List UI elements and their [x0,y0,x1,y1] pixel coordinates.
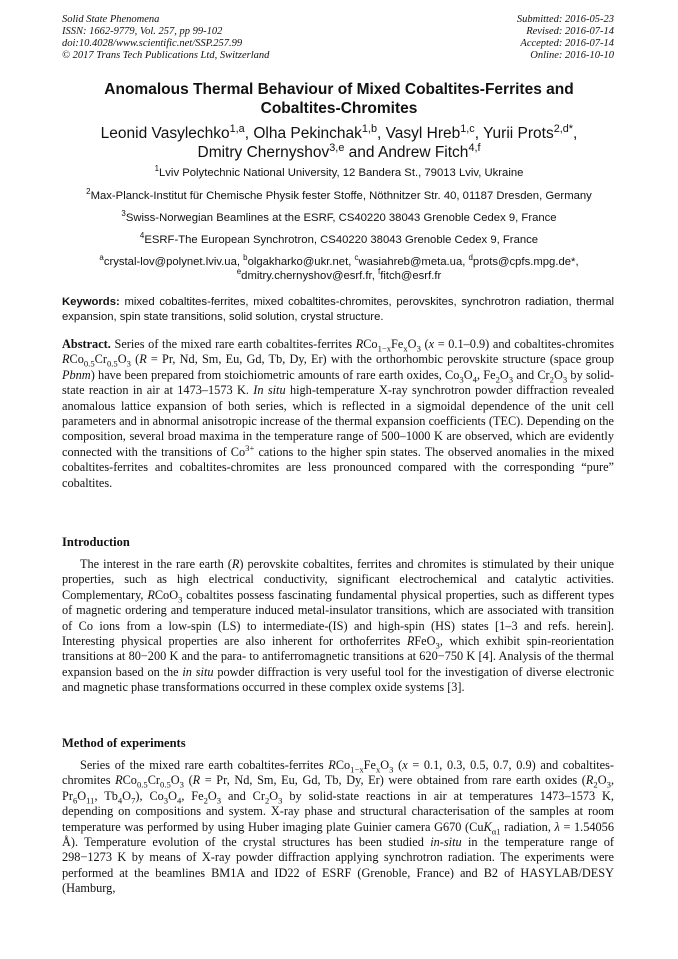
submitted-date: Submitted: 2016-05-23 [516,14,614,25]
formula-subscript: 3 [216,795,222,806]
formula-symbol: λ [554,819,560,834]
formula-subscript: 2 [264,795,270,806]
abstract-label: Abstract. [62,337,111,351]
email-address: dmitry.chernyshov@esrf.fr, [241,270,378,282]
formula-symbol: R [585,773,594,788]
copyright-line: © 2017 Trans Tech Publications Ltd, Switzerland [62,50,270,61]
email-address: olgakharko@ukr.net, [247,256,355,268]
affiliation-1 [30,166,648,180]
formula-subscript: 3 [126,358,131,369]
author-name: and Andrew Fitch [344,144,469,161]
author-name: , Yurii Prots [474,125,554,142]
formula-subscript: 4 [472,374,477,385]
keywords-label: Keywords: [62,296,120,308]
text-run: O [553,367,563,382]
revised-date: Revised: 2016-07-14 [526,26,614,37]
paper-title [40,80,638,118]
text-run: in the temperature range of 298−1273 K by means of X-ray powder diffraction applying synchrotron radiation. The experiments were performed at the beamlines BM1A and ID22 of ESRF (Grenoble, France) and B2 of HASYLAB/DESY (Hamburg, [62,835,614,896]
formula-subscript: x [375,764,381,775]
text-run: O [269,788,279,803]
text-run: = 0.1–0.9) and cobaltites-chromites [434,337,614,351]
formula-symbol: K [483,819,492,834]
email-mark: e [236,267,242,277]
email-line-2 [30,269,648,283]
method-heading: Method of experiments [62,736,186,750]
text-run: , Fe [476,367,496,382]
formula-subscript: 3 [178,594,183,605]
author-affiliation-mark: 1,b [361,122,377,135]
text-run: high-temperature X-ray synchrotron powder diffraction revealed anomalous lattice expansion of both series, which is reflected in a sigmoidal dependence of the unit cell parameters and in abnormal anisotropic increase of the thermal expansion coefficients (TEC). Depending on the composition, several broad maxima in the temperature range of 500–1000 K are observed, which are evidently connected with the transitions of Co [62,383,614,459]
formula-subscript: 0.5 [106,358,118,369]
text-run: ) perovskite cobaltites, ferrites and chromites is stimulated by their unique properties, such as high electrical conductivity, significant electrochemical and catalytic activities. Complementary, [62,557,614,602]
text-run: ( [393,758,403,772]
text-run: = Pr, Nd, Sm, Eu, Gd, Tb, Dy, Er) with the orthorhombic perovskite structure (space group [146,352,615,367]
issn-line: ISSN: 1662-9779, Vol. 257, pp 99-102 [62,26,223,37]
text-run: and Cr [513,367,550,382]
introduction-heading: Introduction [62,535,130,549]
text-run: ( [420,337,429,351]
formula-subscript: 4 [117,795,123,806]
formula-subscript: 3 [606,779,611,790]
formula-symbol: x [402,758,408,772]
emphasis: in-situ [430,835,462,850]
formula-subscript: x [403,343,408,354]
emphasis: in situ [182,664,214,679]
author-affiliation-mark: 1,c [460,122,475,135]
text-run: FeO [414,634,436,649]
formula-subscript: 2 [495,374,500,385]
text-run: Co [335,758,351,772]
formula-symbol: R [231,557,240,571]
text-run: Fe [363,758,376,772]
formula-subscript: 2 [203,795,208,806]
formula-subscript: 3 [179,779,184,790]
method-paragraph [62,758,614,897]
journal-info [62,14,269,62]
affiliation-number: 4 [139,231,145,241]
authors-line-2 [40,143,638,162]
text-run: , which exhibit spin-reorientation transitions at 80−200 K and the para- to antiferromagnetic transitions at 620−750 K [4]. Analysis of the thermal expansion based on the [62,634,614,679]
author-list [40,124,638,162]
formula-subscript: 3 [163,795,169,806]
formula-subscript: 11 [86,795,95,806]
online-date: Online: 2016-10-10 [530,50,614,61]
text-run: by solid-state reactions in air at temperatures 1473–1573 K, depending on compositions and system. X-ray phase and structural characterisation of the samples at room temperature was performed by using Huber imaging plate Guinier camera G670 (Cu [62,788,615,834]
formula-subscript: 0.5 [160,779,171,790]
email-mark: c [354,253,359,263]
text-run: O [168,788,177,803]
space-group: Pbnm [62,367,91,382]
journal-name: Solid State Phenomena [62,14,160,25]
text-run: radiation, [500,819,555,834]
text-run: , Tb [94,788,118,803]
email-address: fitch@esrf.fr [380,270,442,282]
author-affiliation-mark: 1,a [229,122,245,135]
author-name: , Olha Pekinchak [244,125,362,142]
formula-subscript: 6 [72,795,78,806]
email-mark: f [377,267,381,277]
text-run: by solid-state reaction in air at 1473–1573 K. [62,367,614,398]
text-run: O [170,773,180,788]
formula-subscript: α1 [491,826,501,837]
text-run: Co [69,352,84,367]
text-run: O [77,788,87,803]
text-run: CoO [154,587,179,602]
abstract [62,337,614,491]
affiliation-number: 2 [86,187,91,197]
authors-line-1 [40,124,638,143]
affiliation-number: 3 [121,209,126,219]
text-run: powder diffraction is very useful tool for the investigation of diverse electronic and magnetic phase transformations occurred in these complex oxide systems [3]. [62,664,614,695]
formula-symbol: R [62,352,70,367]
author-affiliation-mark: 2,d* [553,122,573,135]
formula-symbol: R [147,587,155,602]
text-run: The interest in the rare earth ( [80,557,232,571]
text-run: cobaltites possess fascinating fundamental physical properties, such as different types of magnetic ordering and temperature induced metal-insulator transitions, which are associated with transition of Co ions from a low-spin (LS) to intermediate-(IS) and high-spin (HS) states [1–3 and refs. herein]. Interesting physical properties are also inherent for orthoferrites [62,587,615,649]
formula-subscript: 3 [435,640,440,651]
formula-subscript: 3 [389,764,394,775]
text-run: = Pr, Nd, Sm, Eu, Gd, Tb, Dy, Er) were obtained from rare earth oxides ( [200,773,586,788]
author-name: Dmitry Chernyshov [197,144,330,161]
author-affiliation-mark: 4,f [468,141,481,154]
text-run: ( [130,352,140,367]
formula-symbol: R [115,773,123,788]
text-run: Cr [147,773,161,788]
text-run: Co [363,337,378,351]
formula-subscript: 7 [131,795,136,806]
keywords-text: mixed cobaltites-ferrites, mixed cobaltites-chromites, perovskites, synchrotron radiation, thermal expansion, spin state transitions, solid solution, crystal structure. [62,296,614,323]
formula-subscript: 3 [459,374,464,385]
text-run: ( [183,773,193,788]
text-run: O [463,367,473,382]
formula-symbol: x [428,337,435,351]
text-run: Series of the mixed rare earth cobaltites-ferrites [80,758,329,772]
email-mark: b [243,253,248,263]
email-address: wasiahreb@meta.ua, [358,256,469,268]
title-line-2: Cobaltites-Chromites [260,100,418,117]
formula-symbol: R [192,773,201,788]
email-mark: a [99,253,104,263]
email-mark: d [468,253,473,263]
text-run: ) have been prepared from stoichiometric amounts of rare earth oxides, Co [90,367,460,382]
publication-dates [517,14,614,62]
formula-symbol: R [139,352,147,367]
affiliation-text: Swiss-Norwegian Beamlines at the ESRF, CS40220 38043 Grenoble Cedex 9, France [125,212,557,224]
formula-subscript: 3 [562,374,568,385]
formula-symbol: R [328,758,336,772]
emphasis: In situ [253,383,286,398]
formula-subscript: 4 [177,795,182,806]
formula-symbol: R [406,634,415,649]
formula-symbol: R [355,337,364,351]
affiliation-text: Lviv Polytechnic National University, 12 Bandera St., 79013 Lviv, Ukraine [159,167,524,179]
doi-line: doi:10.4028/www.scientific.net/SSP.257.99 [62,38,243,49]
text-run: O [407,337,417,351]
text-run: O [122,788,132,803]
affiliation-3 [30,211,648,225]
text-run: , Pr [62,773,615,803]
text-run: Series of the mixed rare earth cobaltites-ferrites [110,337,356,351]
email-address: crystal-lov@polynet.lviv.ua, [103,256,244,268]
affiliation-2 [30,189,648,203]
email-line-1 [30,255,648,269]
accepted-date: Accepted: 2016-07-14 [520,38,614,49]
text-run: O [207,788,217,803]
author-name: , Vasyl Hreb [376,125,461,142]
affiliation-4 [30,233,648,247]
keywords [62,295,614,324]
text-run: Cr [94,352,107,367]
text-run: cations to the higher spin states. The observed anomalies in the mixed cobaltites-ferrites and cobaltites-chromites are less pronounced compared with the corresponding “pure” cobaltites. [62,444,614,490]
text-run: O [597,773,607,788]
formula-subscript: 2 [593,779,598,790]
formula-subscript: 2 [549,374,554,385]
formula-subscript: 3 [278,795,283,806]
affiliation-number: 1 [154,164,159,174]
formula-subscript: 0.5 [136,779,148,790]
text-run: = 0.1, 0.3, 0.5, 0.7, 0.9) and cobaltites-chromites [62,758,615,788]
text-run: = 1.54056 Å). Temperature evolution of the crystal structures has been studied [62,819,614,850]
affiliation-text: Max-Planck-Institut für Chemische Physik fester Stoffe, Nöthnitzer Str. 40, 01187 Dresden, Germany [90,190,592,202]
formula-subscript: 1−x [350,764,364,775]
formula-subscript: 3 [508,374,514,385]
introduction-paragraph [62,557,614,696]
formula-subscript: 3 [416,343,421,354]
title-line-1: Anomalous Thermal Behaviour of Mixed Cobaltites-Ferrites and [104,81,574,98]
author-affiliation-mark: 3,e [329,141,345,154]
author-name: Leonid Vasylechko [100,125,230,142]
text-run: , Fe [181,788,204,803]
text-run: O [499,367,509,382]
email-address: prots@cpfs.mpg.de*, [472,256,579,268]
formula-subscript: 0.5 [83,358,95,369]
formula-subscript: 1−x [377,343,392,354]
text-run: Fe [391,337,404,351]
text-run: and Cr [221,788,265,803]
ion-charge: 3+ [245,442,255,453]
affiliation-text: ESRF-The European Synchrotron, CS40220 38043 Grenoble Cedex 9, France [144,234,539,246]
text-run: O [117,352,127,367]
author-separator: , [573,125,578,142]
text-run: ), Co [135,788,164,803]
text-run: O [380,758,390,772]
text-run: Co [122,773,137,788]
